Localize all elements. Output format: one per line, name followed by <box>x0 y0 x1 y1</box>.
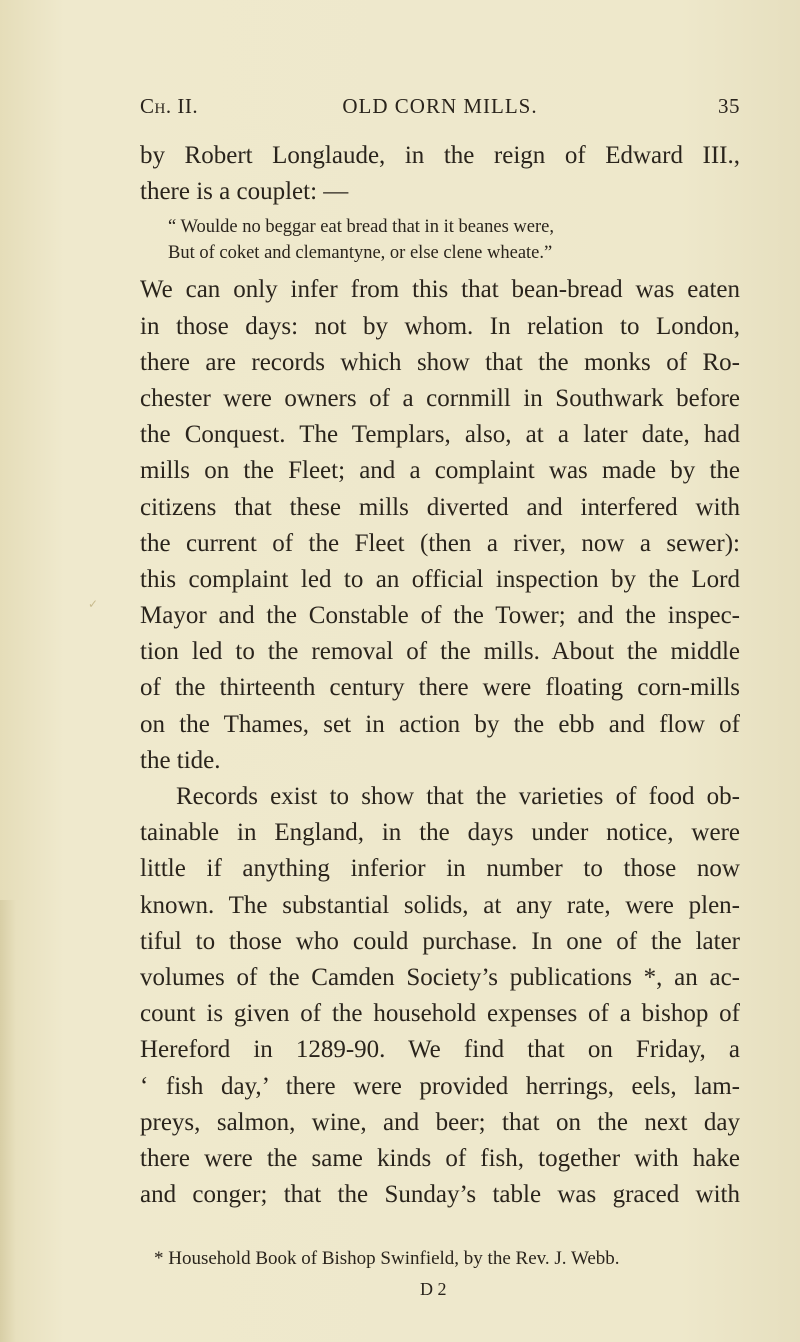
text-line: Hereford in 1289-90. We find that on Friday, a <box>140 1036 740 1064</box>
text-line: the tide. <box>140 746 221 774</box>
text-line: and conger; that the Sunday’s table was graced with <box>140 1181 740 1209</box>
text-line: tiful to those who could purchase. In one of the later <box>140 927 740 955</box>
text-line: volumes of the Camden Society’s publications *, an ac- <box>140 963 740 991</box>
body-text <box>140 138 740 1213</box>
text-line: Records exist to show that the varieties of food ob- <box>176 783 740 810</box>
text-line: by Robert Longlaude, in the reign of Edward III., <box>140 142 740 169</box>
verse-line: “ Woulde no beggar eat bread that in it beanes were, <box>168 217 554 238</box>
text-line: We can only infer from this that bean-bread was eaten <box>140 276 740 304</box>
text-line: tion led to the removal of the mills. About the middle <box>140 638 740 666</box>
running-head <box>140 94 740 124</box>
text-line: Mayor and the Constable of the Tower; and the inspec- <box>140 602 740 630</box>
running-title: OLD CORN MILLS. <box>342 94 538 118</box>
footnote: * Household Book of Bishop Swinfield, by the Rev. J. Webb. <box>154 1248 620 1269</box>
text-line: there were the same kinds of fish, together with hake <box>140 1144 740 1172</box>
text-line: citizens that these mills diverted and interfered with <box>140 493 740 521</box>
text-line: mills on the Fleet; and a complaint was made by the <box>140 457 740 485</box>
text-line: count is given of the household expenses of a bishop of <box>140 1000 740 1028</box>
signature-mark: D 2 <box>420 1279 447 1299</box>
text-line: this complaint led to an official inspection by the Lord <box>140 565 740 593</box>
text-line: tainable in England, in the days under notice, were <box>140 819 740 847</box>
text-line: on the Thames, set in action by the ebb and flow of <box>140 710 740 738</box>
text-line: known. The substantial solids, at any rate, were plen- <box>140 891 740 919</box>
text-line: the current of the Fleet (then a river, now a sewer): <box>140 529 740 557</box>
text-line: the Conquest. The Templars, also, at a later date, had <box>140 421 740 449</box>
paper-blemish: ✓ <box>88 597 99 611</box>
text-line: of the thirteenth century there were floating corn-mills <box>140 674 740 702</box>
page-number: 35 <box>718 94 740 118</box>
chapter-label: Ch. II. <box>140 94 199 118</box>
text-line: chester were owners of a cornmill in Southwark before <box>140 384 740 412</box>
text-line: there are records which show that the monks of Ro- <box>140 348 740 376</box>
paragraph <box>140 779 740 1213</box>
page-edge-shadow <box>0 900 16 1342</box>
text-line: little if anything inferior in number to those now <box>140 855 740 883</box>
paragraph <box>140 272 740 779</box>
verse-line: But of coket and clemantyne, or else clene wheate.” <box>168 243 553 264</box>
text-line: in those days: not by whom. In relation to London, <box>140 312 740 340</box>
text-line: preys, salmon, wine, and beer; that on the next day <box>140 1108 740 1136</box>
text-line: ‘ fish day,’ there were provided herrings, eels, lam- <box>140 1072 740 1100</box>
text-line: there is a couplet: — <box>140 178 349 206</box>
